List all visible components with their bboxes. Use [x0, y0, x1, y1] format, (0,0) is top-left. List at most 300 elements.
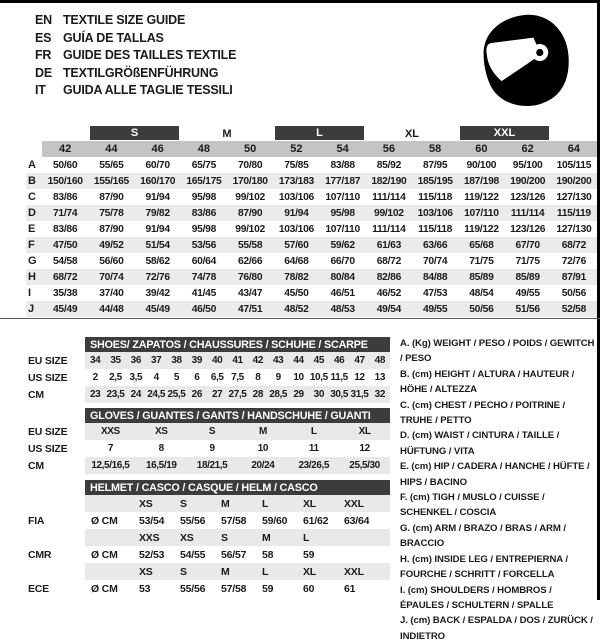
measure-row-label: B [26, 173, 42, 189]
helmet-standard-label: CMR [28, 548, 52, 561]
helmet-size-cell: XXL [344, 565, 364, 578]
helmet-value-cell: 53 [139, 582, 151, 595]
legend-item: C. (cm) CHEST / PECHO / POITRINE / TRUHE / PETTO [400, 399, 566, 427]
helmet-size-cell: L [303, 531, 310, 544]
measure-value-cell: 71/75 [469, 255, 494, 267]
language-code: EN [35, 13, 52, 27]
measure-value-cell: 60/70 [145, 159, 170, 171]
measure-value-cell: 90/100 [466, 159, 497, 171]
measure-value-cell: 43/47 [237, 287, 263, 299]
helmet-value-row [85, 580, 390, 597]
helmet-value-cell: 55/56 [180, 514, 206, 527]
measure-value-cell: 79/82 [135, 205, 181, 221]
helmet-size-cell: S [180, 565, 187, 578]
helmet-row-labels [28, 480, 85, 597]
shoes-cell: 8 [255, 372, 261, 383]
measure-value-cell: 49/54 [366, 301, 412, 317]
numeric-size-header: 52 [273, 141, 319, 157]
top-border-line [0, 0, 600, 3]
language-code: IT [35, 83, 46, 97]
measure-value-cell: 46/52 [376, 287, 402, 299]
measure-value-cell: 75/78 [88, 205, 134, 221]
numeric-size-header: 48 [181, 141, 227, 157]
helmet-value-cell: 57/58 [221, 582, 247, 595]
numeric-size-header: 58 [412, 141, 458, 157]
textile-size-table [26, 126, 597, 317]
helmet-size-cell: M [221, 565, 230, 578]
measure-value-cell: 72/76 [561, 255, 587, 267]
measurement-legend [400, 336, 596, 644]
helmet-value-cell: 55/56 [180, 582, 206, 595]
numeric-size-header: 56 [366, 141, 412, 157]
language-code: FR [35, 48, 52, 62]
guide-title: TEXTILGRÖßENFÜHRUNG [63, 65, 219, 80]
helmet-value-cell: 57/58 [221, 514, 247, 527]
guide-title: GUIDE DES TAILLES TEXTILE [63, 48, 237, 62]
shoes-cell: 31,5 [350, 389, 369, 400]
measure-value-cell: 70/80 [237, 159, 263, 171]
helmet-standard-label: ECE [28, 582, 49, 595]
measure-value-cell: 105/115 [556, 159, 592, 171]
measure-value-cell: 99/102 [366, 205, 412, 221]
measure-value-cell: 115/119 [551, 205, 597, 221]
gloves-cell: 11 [308, 443, 319, 454]
gloves-cell: 23/26,5 [298, 460, 330, 471]
gloves-cell: 8 [158, 443, 164, 454]
shoes-size-table [28, 337, 390, 403]
gloves-size-table [28, 408, 390, 474]
shoes-cell: 24,5 [147, 389, 166, 400]
helmet-value-cell: 59/60 [262, 514, 288, 527]
language-row [35, 30, 236, 48]
measure-row-label: H [26, 269, 42, 285]
gloves-cell: L [310, 426, 317, 437]
measure-value-cell: 48/54 [469, 287, 494, 299]
shoes-cell: 35 [110, 355, 121, 366]
measure-value-cell: 80/84 [320, 269, 366, 285]
shoes-row [85, 352, 390, 369]
legend-item: D. (cm) WAIST / CINTURA / TAILLE / HÜFTUNG / VITA [400, 430, 560, 457]
helmet-size-cell: L [262, 565, 269, 578]
measure-value-cell: 67/70 [505, 237, 551, 253]
measure-value-cell: 76/80 [227, 269, 273, 285]
measure-value-cell: 83/88 [330, 159, 355, 171]
size-group-XL: XL [404, 127, 420, 140]
shoes-cell: 28,5 [269, 389, 288, 400]
measure-value-cell: 107/110 [325, 191, 360, 203]
measure-value-cell: 182/190 [366, 173, 412, 189]
measure-value-cell: 87/90 [99, 223, 124, 235]
helmet-size-cell: XS [139, 565, 153, 578]
measure-value-cell: 46/50 [181, 301, 227, 317]
shoes-cell: 23,5 [106, 389, 125, 400]
measure-value-cell: 95/98 [191, 223, 217, 235]
shoes-cell: 28 [252, 389, 263, 400]
language-row [35, 65, 236, 83]
measure-value-cell: 60/64 [191, 255, 217, 267]
language-row [35, 12, 236, 30]
measure-value-cell: 91/94 [273, 205, 319, 221]
helmet-unit-cell: Ø CM [91, 582, 118, 595]
measure-value-cell: 190/200 [505, 173, 551, 189]
gloves-cell: 12,5/16,5 [91, 460, 130, 471]
shoes-cell: 2 [92, 372, 98, 383]
shoes-cell: 37 [151, 355, 162, 366]
shoes-cell: 42 [252, 355, 263, 366]
helmet-value-cell: 60 [303, 582, 315, 595]
shoes-cell: 9 [275, 372, 281, 383]
measure-value-cell: 99/102 [235, 223, 265, 235]
measure-value-cell: 91/94 [145, 191, 170, 203]
shoes-cell: 47 [354, 355, 365, 366]
helmet-value-cell: 59 [262, 582, 274, 595]
measure-value-cell: 65/68 [458, 237, 504, 253]
measure-value-cell: 70/74 [88, 269, 134, 285]
measure-value-cell: 54/58 [52, 255, 78, 267]
measure-value-cell: 39/42 [145, 287, 170, 299]
legend-item: A. (Kg) WEIGHT / PESO / POIDS / GEWITCH / PESO [400, 338, 595, 365]
shoes-cell: 12 [354, 372, 365, 383]
guide-title: GUIDA ALLE TAGLIE TESSILI [63, 83, 233, 97]
numeric-size-header: 64 [551, 141, 597, 157]
shoes-cell: 26 [191, 389, 202, 400]
measure-value-cell: 53/56 [181, 237, 227, 253]
measure-value-cell: 41/45 [191, 287, 217, 299]
measure-value-cell: 87/90 [227, 205, 273, 221]
helmet-table-title: HELMET / CASCO / CASQUE / HELM / CASCO [85, 480, 390, 495]
measure-value-cell: 115/118 [418, 191, 453, 203]
measure-value-cell: 99/102 [235, 191, 265, 203]
measure-row-label: J [26, 301, 42, 317]
legend-item: G. (cm) ARM / BRAZO / BRAS / ARM / BRACCIO [400, 522, 566, 550]
helmet-unit-cell: Ø CM [91, 514, 118, 527]
numeric-size-header: 46 [135, 141, 181, 157]
shoes-cell: 43 [273, 355, 284, 366]
measure-value-cell: 127/130 [556, 223, 592, 235]
measure-row-label: G [28, 255, 37, 267]
helmet-size-cell: S [221, 531, 228, 544]
legend-item: B. (cm) HEIGHT / ALTURA / HAUTEUR / HÖHE / ALTEZZA [400, 368, 575, 396]
measure-value-cell: 78/82 [273, 269, 319, 285]
shoes-cell: 34 [90, 355, 101, 366]
measure-value-cell: 83/86 [52, 191, 78, 203]
helmet-value-cell: 58 [262, 548, 274, 561]
measure-value-cell: 84/88 [412, 269, 458, 285]
language-code: ES [35, 30, 52, 45]
helmet-standard-label: FIA [28, 514, 45, 527]
gloves-cell: 25,5/30 [349, 460, 380, 471]
gloves-cell: 10 [257, 443, 269, 454]
shoes-cell: 6,5 [210, 372, 224, 383]
measure-value-cell: 48/53 [320, 301, 366, 317]
measure-value-cell: 111/114 [372, 191, 406, 203]
shoes-cell: 44 [293, 355, 304, 366]
measure-value-cell: 37/40 [99, 287, 124, 299]
helmet-value-cell: 59 [303, 548, 315, 561]
measure-row-label: A [28, 159, 36, 171]
helmet-value-cell: 61 [344, 582, 356, 595]
measure-value-cell: 51/54 [135, 237, 181, 253]
measure-value-cell: 50/56 [561, 287, 587, 299]
shoes-cell: 5 [173, 372, 180, 383]
measure-value-cell: 95/98 [320, 205, 366, 221]
measure-value-cell: 68/72 [42, 269, 88, 285]
measure-value-cell: 52/58 [551, 301, 597, 317]
helmet-value-row [85, 546, 390, 563]
shoes-cell: 45 [313, 355, 324, 366]
measure-value-cell: 103/106 [278, 223, 314, 235]
shoes-cell: 24 [130, 389, 141, 400]
measure-value-cell: 115/118 [418, 223, 453, 235]
shoes-cell: 48 [374, 355, 385, 366]
measure-value-cell: 187/198 [458, 173, 504, 189]
shoes-cell: 10 [293, 372, 304, 383]
helmet-size-cell: XL [303, 565, 317, 578]
measure-value-cell: 45/49 [135, 301, 181, 317]
numeric-size-header: 50 [227, 141, 273, 157]
measure-value-cell: 87/91 [551, 269, 597, 285]
measure-value-cell: 87/90 [99, 191, 124, 203]
helmet-rows [85, 495, 390, 597]
shoes-cell: 23 [90, 389, 101, 400]
measure-value-cell: 68/72 [551, 237, 597, 253]
measure-value-cell: 177/187 [320, 173, 366, 189]
measure-value-cell: 111/114 [505, 205, 551, 221]
measure-value-cell: 107/110 [458, 205, 504, 221]
measure-value-cell: 55/58 [227, 237, 273, 253]
shoes-cell: 41 [232, 355, 243, 366]
measure-value-cell: 150/160 [42, 173, 88, 189]
measure-value-cell: 59/62 [320, 237, 366, 253]
measure-value-cell: 51/56 [505, 301, 551, 317]
measure-value-cell: 85/89 [505, 269, 551, 285]
gloves-cell: S [208, 426, 216, 437]
language-row [35, 47, 236, 65]
measure-value-cell: 127/130 [556, 191, 592, 203]
shoes-cell: 2,5 [109, 372, 122, 383]
measure-value-cell: 61/63 [366, 237, 412, 253]
measure-value-cell: 185/195 [412, 173, 458, 189]
helmet-size-row [85, 563, 390, 580]
gloves-cell: 12 [359, 443, 370, 454]
measure-value-cell: 85/92 [376, 159, 402, 171]
size-group-M: M [222, 127, 232, 140]
size-group-L: L [275, 126, 364, 140]
shoes-cell: 40 [212, 355, 223, 366]
measure-value-cell: 190/200 [551, 173, 597, 189]
measure-value-cell: 58/62 [145, 255, 170, 267]
numeric-size-header: 60 [458, 141, 504, 157]
measure-value-cell: 65/75 [191, 159, 217, 171]
helmet-value-cell: 52/53 [139, 548, 165, 561]
shoes-cell: 32 [374, 389, 385, 400]
gloves-cell: 9 [209, 443, 215, 454]
measure-value-cell: 95/100 [512, 159, 543, 171]
measure-value-cell: 49/52 [88, 237, 134, 253]
helmet-value-row [85, 512, 390, 529]
size-group-XXL: XXL [460, 126, 549, 140]
shoes-cell: 38 [171, 355, 182, 366]
measure-value-cell: 74/78 [181, 269, 227, 285]
measure-value-cell: 50/56 [458, 301, 504, 317]
shoes-table-title: SHOES/ ZAPATOS / CHAUSSURES / SCHUHE / SCARPE [85, 337, 390, 352]
measure-value-cell: 83/86 [181, 205, 227, 221]
measure-value-cell: 49/55 [515, 287, 540, 299]
gloves-row-labels [28, 408, 85, 474]
shoes-cell: 29 [293, 389, 304, 400]
shoes-row [85, 386, 390, 403]
shoes-row-labels [28, 337, 85, 403]
helmet-size-cell: L [262, 497, 269, 510]
measure-value-cell: 45/50 [284, 287, 309, 299]
gloves-cell: 20/24 [251, 460, 275, 471]
measure-row-label: C [28, 191, 36, 203]
helmet-size-cell: XL [303, 497, 317, 510]
measure-value-cell: 123/126 [510, 191, 546, 203]
gloves-table-title: GLOVES / GUANTES / GANTS / HANDSCHUHE / GUANTI [85, 408, 390, 423]
helmet-value-cell: 53/54 [139, 514, 165, 527]
measure-value-cell: 63/66 [412, 237, 458, 253]
section-divider [0, 318, 600, 319]
measure-value-cell: 83/86 [52, 223, 78, 235]
shoes-cell: 13 [374, 372, 385, 383]
shoes-cell: 25,5 [167, 389, 186, 400]
gloves-cell: XL [358, 426, 371, 437]
shoes-cell: 27 [212, 389, 223, 400]
helmet-value-cell: 56/57 [221, 548, 247, 561]
helmet-unit-cell: Ø CM [91, 548, 118, 561]
measure-value-cell: 71/75 [515, 255, 540, 267]
guide-title: GUÍA DE TALLAS [63, 30, 164, 45]
measure-value-cell: 72/76 [135, 269, 181, 285]
helmet-spacer-label [28, 563, 85, 580]
numeric-size-header: 54 [320, 141, 366, 157]
legend-item: I. (cm) SHOULDERS / HOMBROS / ÉPAULES / SCHULTERN / SPALLE [400, 584, 554, 611]
measure-value-cell: 50/60 [52, 159, 78, 171]
measure-value-cell: 103/106 [412, 205, 458, 221]
shoes-cell: 4 [153, 372, 159, 383]
helmet-size-cell: XXS [139, 531, 160, 544]
measure-value-cell: 91/94 [145, 223, 170, 235]
shoes-cell: 3,5 [129, 372, 143, 383]
measure-row-label: I [28, 287, 32, 299]
measure-value-cell: 82/86 [366, 269, 412, 285]
helmet-value-cell: 61/62 [303, 514, 329, 527]
guide-title: TEXTILE SIZE GUIDE [63, 13, 186, 27]
gloves-cell: 18/21,5 [196, 460, 228, 471]
gloves-cell: M [258, 426, 267, 437]
shoes-cell: 27,5 [228, 389, 247, 400]
gloves-cell: 7 [107, 443, 113, 454]
measure-value-cell: 95/98 [191, 191, 217, 203]
legend-item: F. (cm) TIGH / MUSLO / CUISSE / SCHENKEL / COSCIA [400, 492, 545, 519]
helmet-size-row [85, 495, 390, 512]
legend-item: J. (cm) BACK / ESPALDA / DOS / ZURÜCK / INDIETRO [400, 615, 593, 642]
gloves-row [85, 423, 390, 440]
measure-value-cell: 47/50 [42, 237, 88, 253]
gloves-row [85, 440, 390, 457]
measure-value-cell: 165/175 [181, 173, 227, 189]
helmet-value-cell: 54/55 [180, 548, 206, 561]
measure-value-cell: 57/60 [273, 237, 319, 253]
gloves-cell: XS [154, 426, 168, 437]
shoes-cell: 11,5 [330, 372, 348, 383]
helmet-size-cell: XS [180, 531, 194, 544]
language-code: DE [35, 65, 52, 80]
language-title-list [35, 12, 236, 100]
measure-value-cell: 48/52 [273, 301, 319, 317]
helmet-value-cell: 63/64 [344, 514, 370, 527]
measure-value-cell: 155/165 [88, 173, 134, 189]
measure-value-cell: 85/89 [458, 269, 504, 285]
measure-value-cell: 47/53 [422, 287, 448, 299]
measure-row-label: D [26, 205, 42, 221]
measure-value-cell: 47/51 [227, 301, 273, 317]
measure-value-cell: 111/114 [372, 223, 406, 235]
shoes-rows [85, 352, 390, 403]
measure-value-cell: 55/65 [99, 159, 124, 171]
shoes-row-label: EU SIZE [28, 354, 68, 367]
measure-row-label: E [28, 223, 36, 235]
measure-value-cell: 62/66 [237, 255, 263, 267]
measure-value-cell: 119/122 [464, 223, 499, 235]
numeric-size-header: 44 [88, 141, 134, 157]
shoes-cell: 39 [191, 355, 202, 366]
measure-value-cell: 64/68 [284, 255, 309, 267]
racing-helmet-icon [470, 8, 582, 114]
helmet-size-cell: M [221, 497, 230, 510]
shoes-row-label: US SIZE [28, 371, 68, 384]
measure-value-cell: 160/170 [135, 173, 181, 189]
measure-value-cell: 46/51 [330, 287, 355, 299]
helmet-size-row [85, 529, 390, 546]
helmet-size-cell: XXL [344, 497, 364, 510]
gloves-cell: 16,5/19 [145, 460, 177, 471]
measure-value-cell: 173/183 [273, 173, 319, 189]
size-group-S: S [90, 126, 179, 140]
language-row [35, 82, 236, 100]
measure-value-cell: 44/48 [88, 301, 134, 317]
measure-value-cell: 123/126 [510, 223, 546, 235]
measure-value-cell: 56/60 [99, 255, 124, 267]
shoes-cell: 10,5 [309, 372, 328, 383]
measure-value-cell: 103/106 [278, 191, 314, 203]
shoes-row [85, 369, 390, 386]
shoes-cell: 7,5 [231, 372, 244, 383]
shoes-cell: 30 [313, 389, 324, 400]
helmet-size-cell: XS [139, 497, 153, 510]
gloves-row-label: CM [28, 459, 44, 472]
measure-value-cell: 45/49 [42, 301, 88, 317]
measure-value-cell: 107/110 [325, 223, 360, 235]
helmet-spacer-label [28, 529, 85, 546]
measure-value-cell: 35/38 [52, 287, 78, 299]
legend-item: H. (cm) INSIDE LEG / ENTREPIERNA / FOURCHE / SCHRITT / FORCELLA [400, 553, 568, 581]
gloves-row-label: EU SIZE [28, 425, 68, 438]
shoes-cell: 36 [130, 355, 141, 366]
legend-item: E. (cm) HIP / CADERA / HANCHE / HÜFTE / HIPS / BACINO [400, 461, 590, 488]
measure-value-cell: 70/74 [422, 255, 448, 267]
measure-value-cell: 71/74 [42, 205, 88, 221]
measure-value-cell: 68/72 [376, 255, 402, 267]
gloves-row [85, 457, 390, 474]
measure-value-cell: 49/55 [412, 301, 458, 317]
shoes-cell: 30,5 [330, 389, 349, 400]
numeric-size-header: 62 [505, 141, 551, 157]
measure-value-cell: 170/180 [227, 173, 273, 189]
measure-row-label: F [26, 237, 42, 253]
gloves-cell: XXS [101, 426, 120, 437]
